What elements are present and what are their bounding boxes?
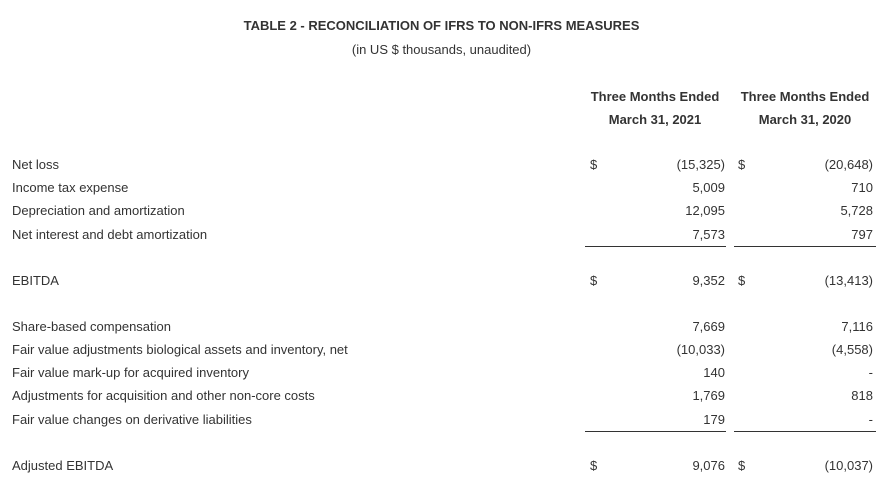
row-label: Fair value mark-up for acquired inventory <box>12 365 249 380</box>
value-2021: 9,076 <box>692 458 725 473</box>
currency-symbol: $ <box>738 273 746 288</box>
row-label: Net loss <box>12 157 59 172</box>
value-2020: (20,648) <box>824 157 873 172</box>
value-2021: 1,769 <box>692 388 725 403</box>
table-row <box>0 315 883 338</box>
table-title: TABLE 2 - RECONCILIATION OF IFRS TO NON-IFRS MEASURES <box>243 18 640 33</box>
table-subtitle: (in US $ thousands, unaudited) <box>351 42 532 57</box>
row-label: Share-based compensation <box>12 319 171 334</box>
column-header-line2: March 31, 2020 <box>758 112 852 127</box>
value-2020: (13,413) <box>824 273 873 288</box>
currency-symbol: $ <box>738 157 746 172</box>
row-label: Adjustments for acquisition and other non-core costs <box>12 388 315 403</box>
value-2020: - <box>868 412 873 427</box>
table-row <box>0 153 883 176</box>
value-2021: 5,009 <box>692 180 725 195</box>
column-header-line1: Three Months Ended <box>740 89 870 104</box>
value-2020: 797 <box>851 227 873 242</box>
column-header-2021 <box>585 85 725 131</box>
value-2021: (10,033) <box>676 342 725 357</box>
column-header-2020 <box>735 85 875 131</box>
value-2021: 12,095 <box>685 203 725 218</box>
currency-symbol: $ <box>590 273 598 288</box>
table-row <box>0 454 883 477</box>
value-2020: (10,037) <box>824 458 873 473</box>
column-header-line1: Three Months Ended <box>590 89 720 104</box>
value-2021: 7,669 <box>692 319 725 334</box>
value-2020: (4,558) <box>831 342 873 357</box>
row-label: Net interest and debt amortization <box>12 227 208 242</box>
value-2021: 7,573 <box>692 227 725 242</box>
row-label: EBITDA <box>12 273 59 288</box>
currency-symbol: $ <box>738 458 746 473</box>
table-row <box>0 199 883 222</box>
table-row <box>0 408 883 431</box>
value-2020: 7,116 <box>841 319 873 334</box>
value-2020: - <box>868 365 873 380</box>
column-header-line2: March 31, 2021 <box>608 112 702 127</box>
currency-symbol: $ <box>590 157 598 172</box>
row-label: Income tax expense <box>12 180 129 195</box>
table-row <box>0 223 883 246</box>
value-2021: (15,325) <box>676 157 725 172</box>
value-2020: 818 <box>851 388 873 403</box>
table-row <box>0 361 883 384</box>
table-row <box>0 269 883 292</box>
value-2020: 710 <box>851 180 873 195</box>
row-label: Fair value changes on derivative liabilities <box>12 412 252 427</box>
row-label: Adjusted EBITDA <box>12 458 114 473</box>
currency-symbol: $ <box>590 458 598 473</box>
row-label: Fair value adjustments biological assets and inventory, net <box>12 342 348 357</box>
subtotal-rule <box>734 431 876 432</box>
table-row <box>0 176 883 199</box>
value-2021: 140 <box>703 365 725 380</box>
row-label: Depreciation and amortization <box>12 203 185 218</box>
value-2021: 179 <box>703 412 725 427</box>
value-2021: 9,352 <box>692 273 725 288</box>
subtotal-rule <box>585 431 726 432</box>
value-2020: 5,728 <box>840 203 873 218</box>
table-row <box>0 384 883 407</box>
subtotal-rule <box>734 246 876 247</box>
table-row <box>0 338 883 361</box>
subtotal-rule <box>585 246 726 247</box>
